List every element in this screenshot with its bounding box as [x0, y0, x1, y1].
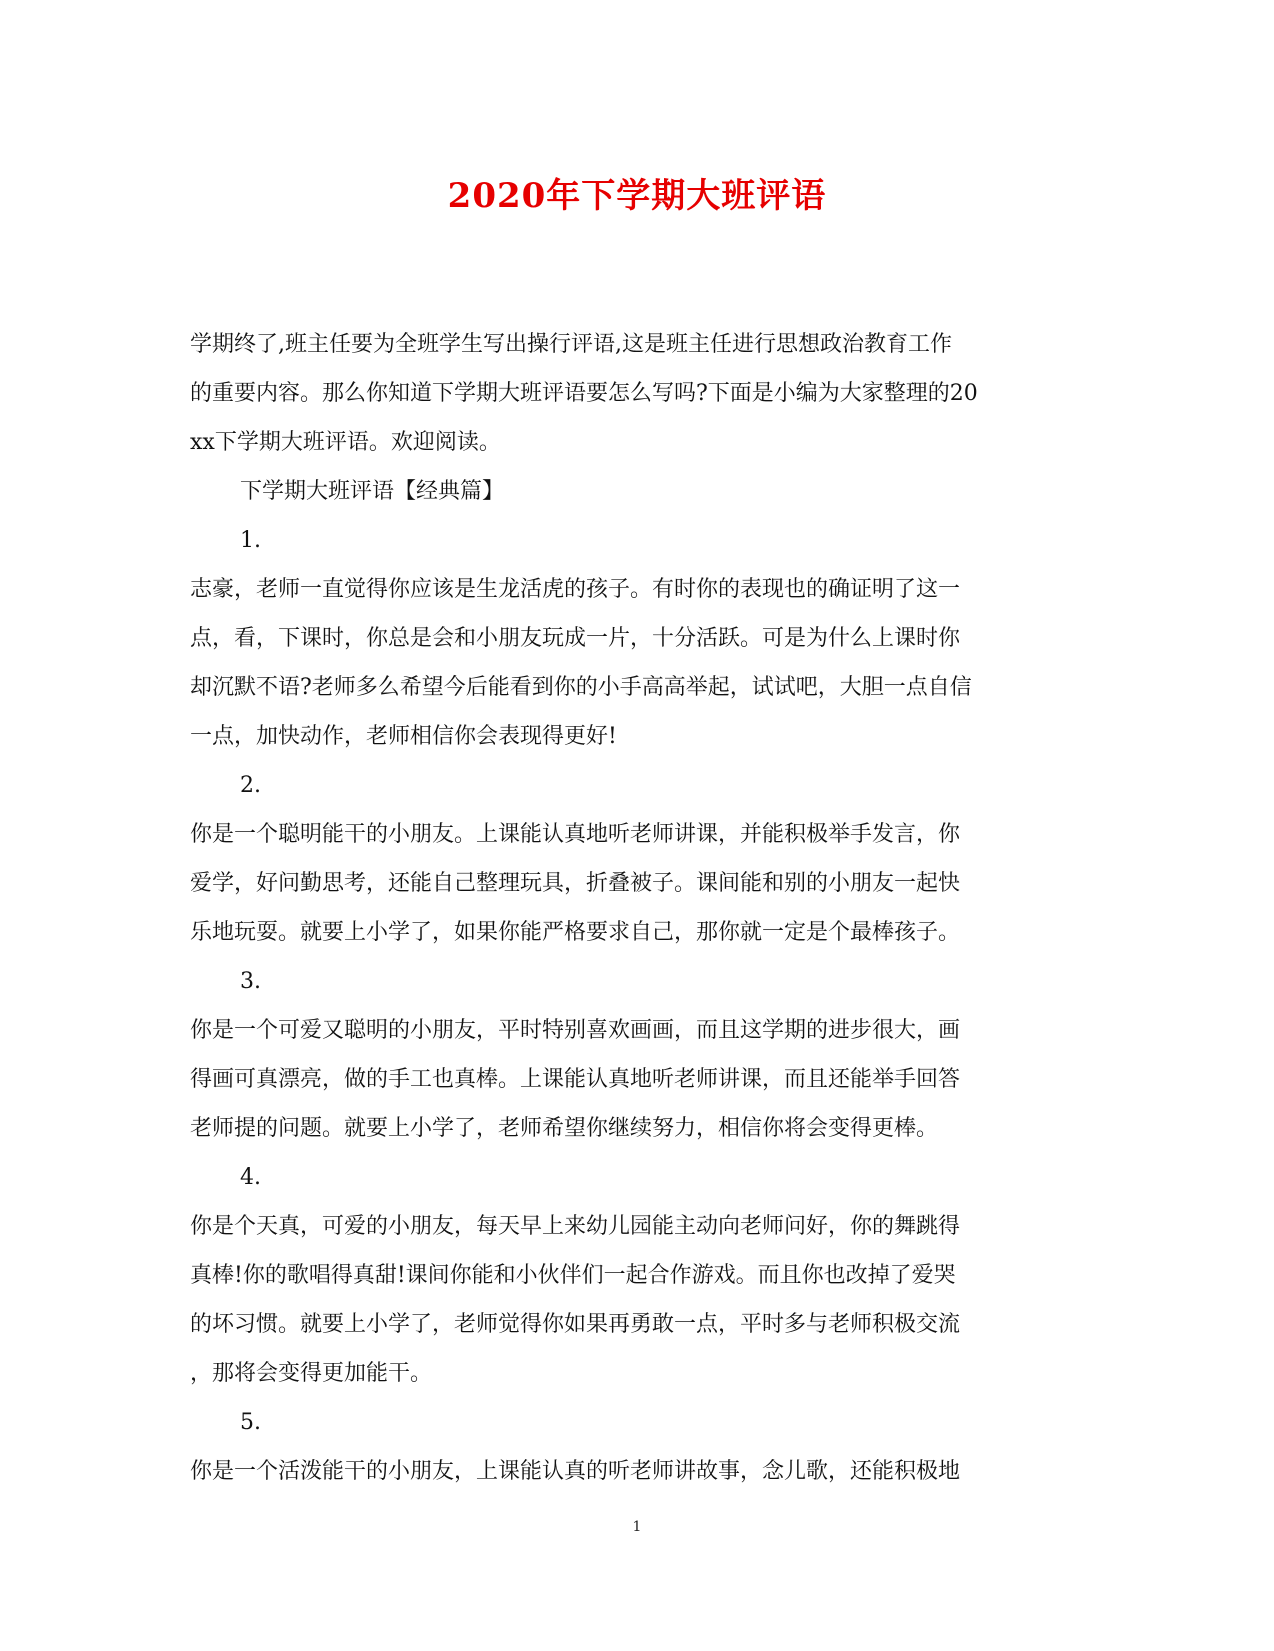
item-number: 5. — [240, 1410, 261, 1435]
paragraph-line: 你是个天真，可爱的小朋友，每天早上来幼儿园能主动向老师问好，你的舞跳得 — [190, 1214, 961, 1239]
item-number: 2. — [240, 773, 261, 798]
paragraph-line: 老师提的问题。就要上小学了，老师希望你继续努力，相信你将会变得更棒。 — [190, 1116, 939, 1141]
paragraph-line: 得画可真漂亮，做的手工也真棒。上课能认真地听老师讲课，而且还能举手回答 — [190, 1067, 961, 1092]
item-number: 3. — [240, 969, 261, 994]
section-heading: 下学期大班评语【经典篇】 — [240, 479, 505, 504]
paragraph-line: 乐地玩耍。就要上小学了，如果你能严格要求自己，那你就一定是个最棒孩子。 — [190, 920, 961, 945]
page-number: 1 — [632, 1519, 642, 1535]
paragraph-line: 你是一个聪明能干的小朋友。上课能认真地听老师讲课，并能积极举手发言，你 — [190, 822, 961, 847]
paragraph-line: 却沉默不语?老师多么希望今后能看到你的小手高高举起，试试吧，大胆一点自信 — [190, 675, 972, 700]
paragraph-line: 你是一个活泼能干的小朋友，上课能认真的听老师讲故事，念儿歌，还能积极地 — [190, 1459, 961, 1484]
paragraph-line: ，那将会变得更加能干。 — [190, 1361, 433, 1386]
paragraph-line: 爱学，好问勤思考，还能自己整理玩具，折叠被子。课间能和别的小朋友一起快 — [190, 871, 961, 896]
item-number: 4. — [240, 1165, 261, 1190]
paragraph-line: 志豪，老师一直觉得你应该是生龙活虎的孩子。有时你的表现也的确证明了这一 — [190, 577, 961, 602]
document-body — [190, 320, 1070, 1496]
paragraph-line: 的重要内容。那么你知道下学期大班评语要怎么写吗?下面是小编为大家整理的20 — [190, 381, 978, 406]
paragraph-line: 学期终了,班主任要为全班学生写出操行评语,这是班主任进行思想政治教育工作 — [190, 332, 952, 357]
paragraph-line: 的坏习惯。就要上小学了，老师觉得你如果再勇敢一点，平时多与老师积极交流 — [190, 1312, 961, 1337]
paragraph-line: 你是一个可爱又聪明的小朋友，平时特别喜欢画画，而且这学期的进步很大，画 — [190, 1018, 961, 1043]
paragraph-line: 真棒!你的歌唱得真甜!课间你能和小伙伴们一起合作游戏。而且你也改掉了爱哭 — [190, 1263, 956, 1288]
item-number: 1. — [240, 528, 261, 553]
paragraph-line: xx下学期大班评语。欢迎阅读。 — [190, 430, 501, 455]
document-title: 2020年下学期大班评语 — [447, 176, 827, 216]
paragraph-line: 点，看，下课时，你总是会和小朋友玩成一片，十分活跃。可是为什么上课时你 — [190, 626, 961, 651]
paragraph-line: 一点，加快动作，老师相信你会表现得更好! — [190, 724, 617, 749]
